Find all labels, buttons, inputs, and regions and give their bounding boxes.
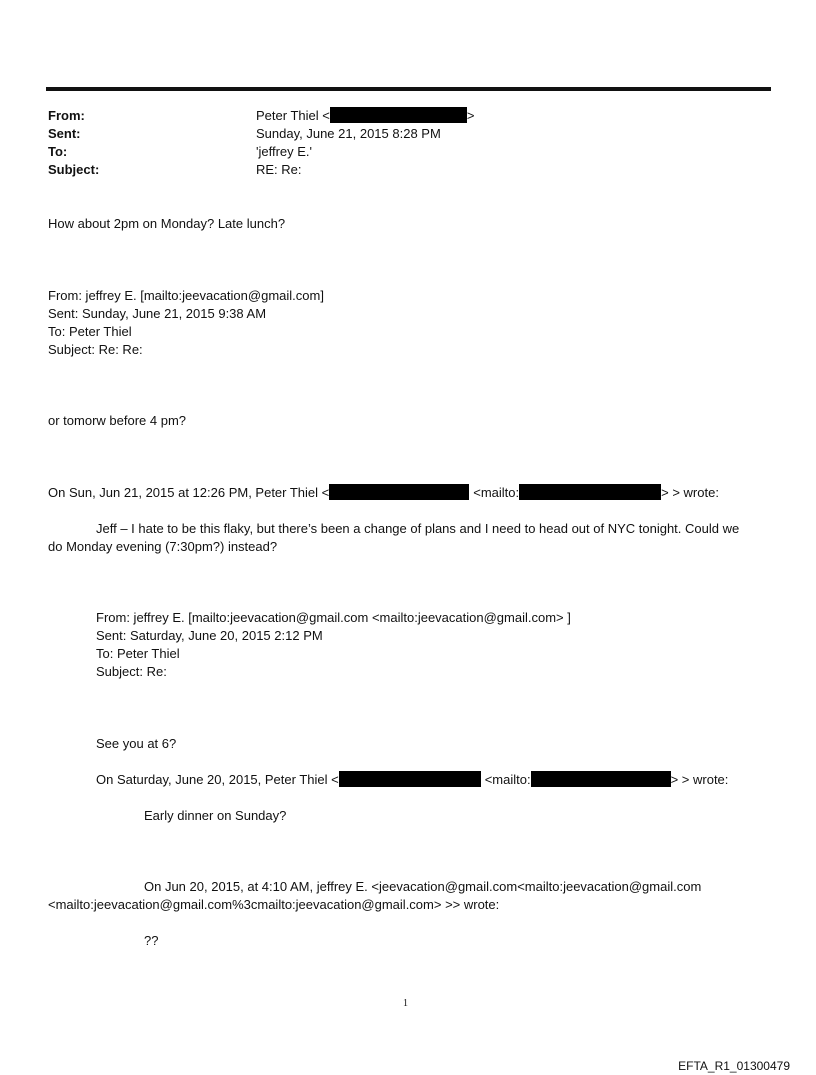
quoted-intro-line-2: <mailto:jeevacation@gmail.com%3cmailto:jeevacation@gmail.com> >> wrote: xyxy=(48,897,500,912)
from-name: Peter Thiel < xyxy=(256,108,330,123)
quoted-intro-mid: <mailto: xyxy=(473,485,520,500)
quoted-sent: Sent: Sunday, June 21, 2015 9:38 AM xyxy=(48,306,267,321)
quoted-intro-mid: <mailto: xyxy=(484,772,531,787)
document-id: EFTA_R1_01300479 xyxy=(678,1059,790,1073)
quoted-body: Early dinner on Sunday? xyxy=(144,808,287,823)
subject-value: RE: Re: xyxy=(256,162,302,177)
quoted-intro-line-1: On Jun 20, 2015, at 4:10 AM, jeffrey E. <jeevacation@gmail.com<mailto:jeevacation@gmail.com xyxy=(144,879,702,894)
quoted-body: or tomorw before 4 pm? xyxy=(48,413,187,428)
quoted-body-line-2: do Monday evening (7:30pm?) instead? xyxy=(48,539,278,554)
sent-label: Sent: xyxy=(48,126,81,141)
quoted-subject: Subject: Re: Re: xyxy=(48,342,143,357)
quoted-body-line-1: Jeff – I hate to be this flaky, but there’s been a change of plans and I need to head out of NYC tonight. Could we xyxy=(96,521,740,536)
sent-value: Sunday, June 21, 2015 8:28 PM xyxy=(256,126,441,141)
header-rule xyxy=(46,87,771,91)
to-value: 'jeffrey E.' xyxy=(256,144,313,159)
redaction-bar xyxy=(330,107,467,123)
from-label: From: xyxy=(48,108,85,123)
quoted-intro-start: On Saturday, June 20, 2015, Peter Thiel < xyxy=(96,772,339,787)
redaction-bar xyxy=(519,484,661,500)
quoted-to: To: Peter Thiel xyxy=(96,646,180,661)
to-label: To: xyxy=(48,144,68,159)
quoted-intro xyxy=(48,484,719,502)
redaction-bar xyxy=(339,771,481,787)
quoted-intro-end: > > wrote: xyxy=(661,485,719,500)
subject-label: Subject: xyxy=(48,162,100,177)
redaction-bar xyxy=(329,484,469,500)
quoted-to: To: Peter Thiel xyxy=(48,324,132,339)
quoted-intro-start: On Sun, Jun 21, 2015 at 12:26 PM, Peter Thiel < xyxy=(48,485,330,500)
quoted-from: From: jeffrey E. [mailto:jeevacation@gmail.com <mailto:jeevacation@gmail.com> ] xyxy=(96,610,571,625)
body-line: How about 2pm on Monday? Late lunch? xyxy=(48,216,286,231)
quoted-sent: Sent: Saturday, June 20, 2015 2:12 PM xyxy=(96,628,323,643)
from-end: > xyxy=(466,108,475,123)
page-number: 1 xyxy=(403,998,408,1009)
quoted-intro-end: > > wrote: xyxy=(670,772,729,787)
redaction-bar xyxy=(531,771,671,787)
quoted-body: ?? xyxy=(144,933,159,948)
quoted-intro xyxy=(96,771,728,789)
quoted-subject: Subject: Re: xyxy=(96,664,167,679)
quoted-from: From: jeffrey E. [mailto:jeevacation@gmail.com] xyxy=(48,288,324,303)
from-value xyxy=(256,107,474,125)
quoted-body: See you at 6? xyxy=(96,736,177,751)
